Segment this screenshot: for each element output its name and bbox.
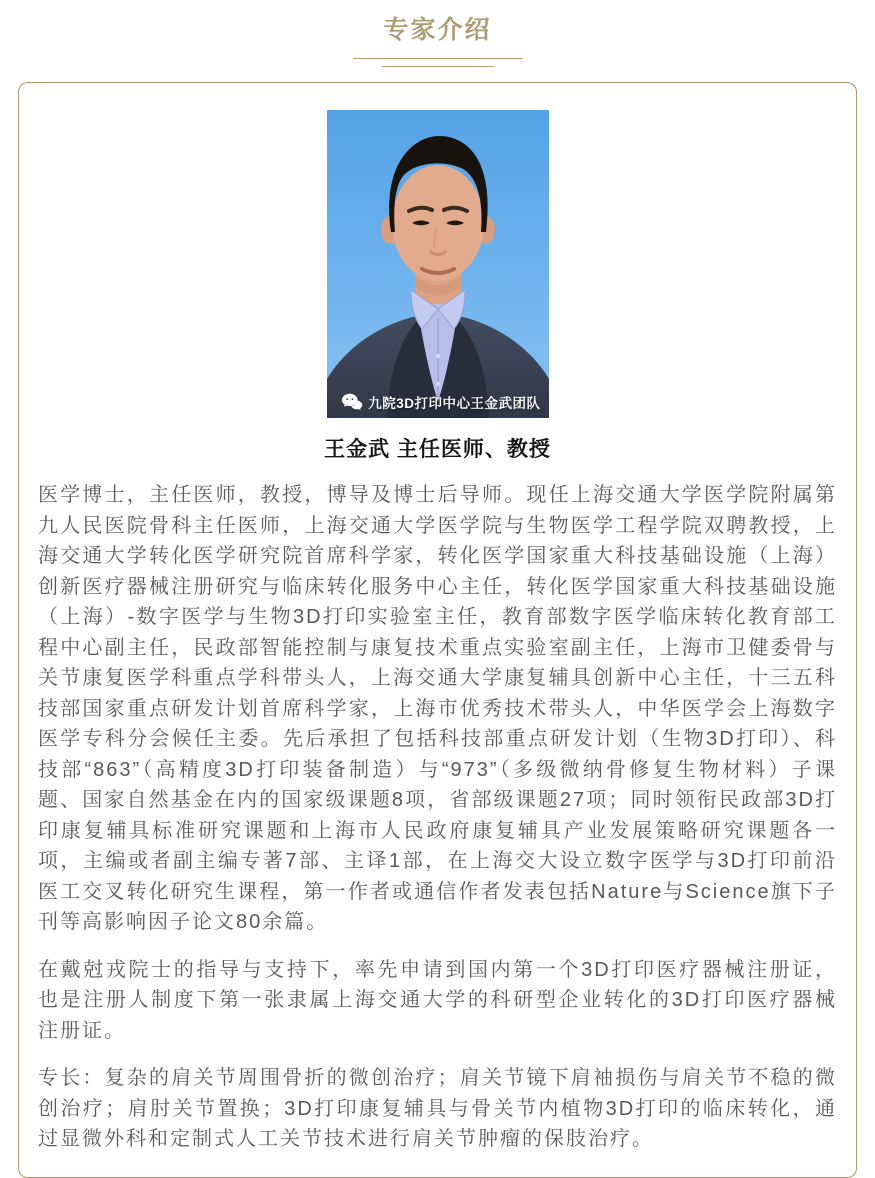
portrait-illustration xyxy=(327,110,549,418)
title-underline-long xyxy=(353,58,523,59)
bio-paragraph: 医学博士，主任医师，教授，博导及博士后导师。现任上海交通大学医学院附属第九人民医院骨科主任医师，上海交通大学医学院与生物医学工程学院双聘教授，上海交通大学转化医学研究院首席科学家，转化医学国家重大科技基础设施（上海）创新医疗器械注册研究与临床转化服务中心主任，转化医学国家重大科技基础设施（上海）-数字医学与生物3D打印实验室主任，教育部数字医学临床转化教育部工程中心副主任，民政部智能控制与康复技术重点实验室副主任，上海市卫健委骨与关节康复医学科重点学科带头人，上海交通大学康复辅具创新中心主任，十三五科技部国家重点研发计划首席科学家，上海市优秀技术带头人，中华医学会上海数字医学专科分会候任主委。先后承担了包括科技部重点研发计划（生物3D打印）、科技部“863”（高精度3D打印装备制造）与“973”（多级微纳骨修复生物材料）子课题、国家自然基金在内的国家级课题8项，省部级课题27项；同时领衔民政部3D打印康复辅具标准研究课题和上海市人民政府康复辅具产业发展策略研究课题各一项，主编或者副主编专著7部、主译1部，在上海交大设立数字医学与3D打印前沿医工交叉转化研究生课程，第一作者或通信作者发表包括Nature与Science旗下子刊等高影响因子论文80余篇。 xyxy=(38,484,837,933)
section-header xyxy=(0,0,875,67)
expert-card xyxy=(18,82,857,1178)
photo-watermark xyxy=(341,392,540,412)
specialty-paragraph: 专长：复杂的肩关节周围骨折的微创治疗；肩关节镜下肩袖损伤与肩关节不稳的微创治疗；肩肘关节置换；3D打印康复辅具与骨关节内植物3D打印的临床转化，通过显微外科和定制式人工关节技术进行肩关节肿瘤的保肢治疗。 xyxy=(38,1067,837,1150)
section-title: 专家介绍 xyxy=(383,16,492,44)
achievement-paragraph: 在戴尅戎院士的指导与支持下，率先申请到国内第一个3D打印医疗器械注册证，也是注册人制度下第一张隶属上海交通大学的科研型企业转化的3D打印医疗器械注册证。 xyxy=(38,958,837,1042)
photo-watermark-text: 九院3D打印中心王金武团队 xyxy=(368,396,541,411)
expert-photo xyxy=(327,110,549,418)
title-underline-short xyxy=(382,66,494,67)
expert-name-title: 王金武 主任医师、教授 xyxy=(324,438,551,461)
wechat-bubbles-icon xyxy=(341,393,363,411)
